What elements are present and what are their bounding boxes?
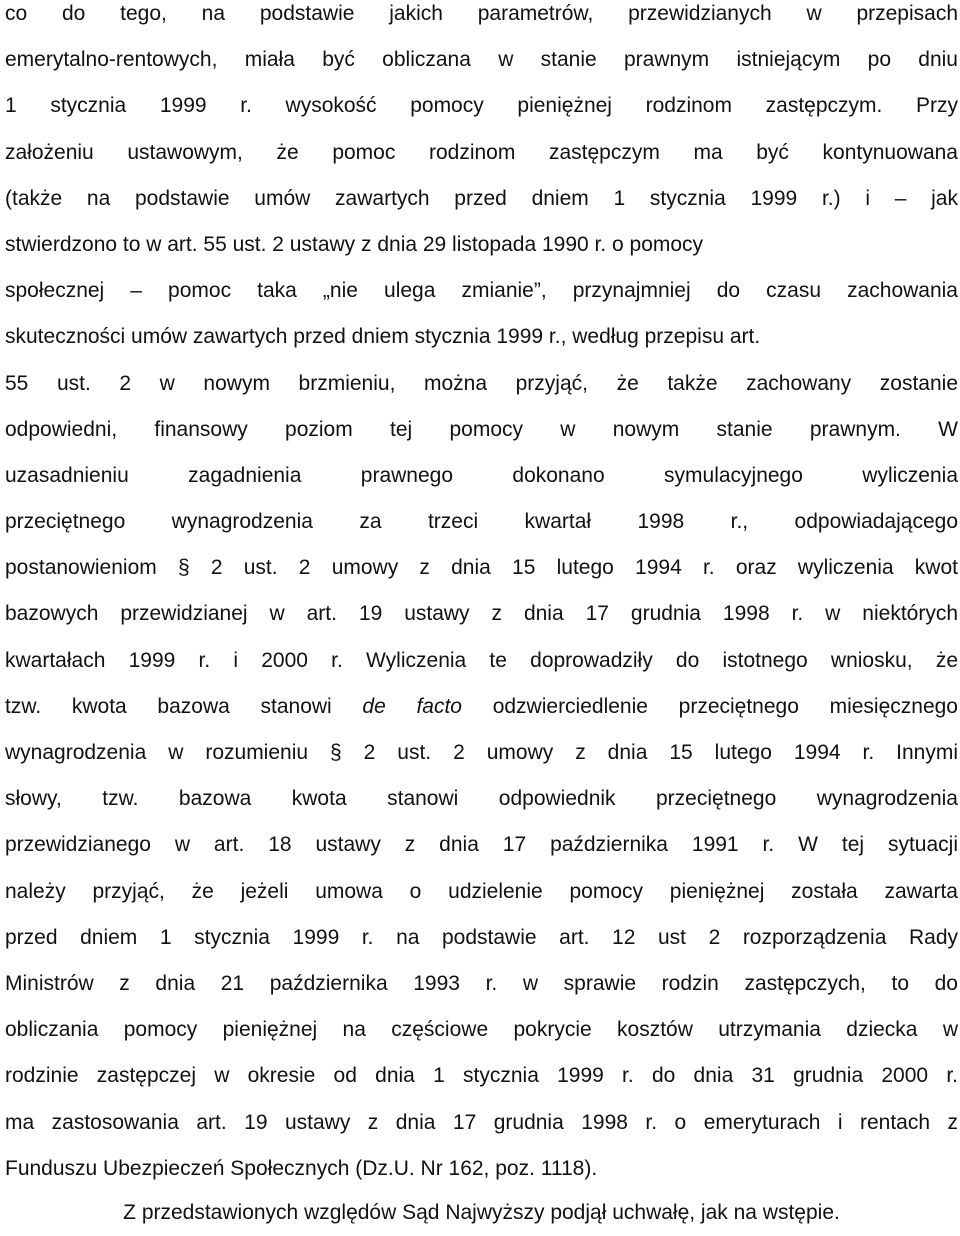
text-line (5, 37, 958, 83)
text-span: kwartałach 1999 r. i 2000 r. Wyliczenia te doprowadziły do istotnego wniosku, że (5, 648, 958, 672)
text-line (5, 1146, 958, 1192)
text-span: Ministrów z dnia 21 października 1993 r. w sprawie rodzin zastępczych, to do (5, 971, 958, 995)
text-span: obliczania pomocy pieniężnej na częściowe pokrycie kosztów utrzymania dziecka w (5, 1018, 958, 1042)
text-line (5, 915, 958, 961)
text-span: Funduszu Ubezpieczeń Społecznych (Dz.U. Nr 162, poz. 1118). (5, 1156, 598, 1180)
text-span: skuteczności umów zawartych przed dniem stycznia 1999 r., według przepisu art. (5, 325, 761, 349)
text-line (5, 1190, 958, 1236)
text-line (5, 545, 958, 591)
text-span: przed dniem 1 stycznia 1999 r. na podstawie art. 12 ust 2 rozporządzenia Rady (5, 925, 958, 949)
text-line (5, 499, 958, 545)
text-span: emerytalno-rentowych, miała być obliczana w stanie prawnym istniejącym po dniu (5, 48, 958, 72)
text-line (5, 1100, 958, 1146)
text-line (5, 1053, 958, 1099)
text-span: postanowieniom § 2 ust. 2 umowy z dnia 15 lutego 1994 r. oraz wyliczenia kwot (5, 556, 958, 580)
italic-text-span: de facto (362, 694, 462, 718)
text-span: założeniu ustawowym, że pomoc rodzinom zastępczym ma być kontynuowana (5, 140, 958, 164)
text-span: należy przyjąć, że jeżeli umowa o udzielenie pomocy pieniężnej została zawarta (5, 879, 958, 903)
text-line (5, 130, 958, 176)
text-line (5, 822, 958, 868)
text-span: przeciętnego wynagrodzenia za trzeci kwartał 1998 r., odpowiadającego (5, 510, 958, 534)
text-line (5, 638, 958, 684)
text-line (5, 176, 958, 222)
text-line (5, 222, 958, 268)
text-line (5, 83, 958, 129)
text-line (5, 268, 958, 314)
text-span: co do tego, na podstawie jakich parametrów, przewidzianych w przepisach (5, 2, 958, 25)
text-line (5, 730, 958, 776)
text-span: tzw. kwota bazowa stanowi (5, 694, 363, 718)
text-line (5, 591, 958, 637)
text-span: rodzinie zastępczej w okresie od dnia 1 stycznia 1999 r. do dnia 31 grudnia 2000 r. (5, 1064, 958, 1088)
text-span: odpowiedni, finansowy poziom tej pomocy w nowym stanie prawnym. W (5, 417, 958, 441)
text-span: stwierdzono to w art. 55 ust. 2 ustawy z dnia 29 listopada 1990 r. o pomocy (5, 232, 704, 256)
text-line (5, 314, 958, 360)
text-span: Z przedstawionych względów Sąd Najwyższy podjął uchwałę, jak na wstępie. (123, 1200, 840, 1224)
text-span: społecznej – pomoc taka „nie ulega zmianie”, przynajmniej do czasu zachowania (5, 279, 958, 303)
text-span: przewidzianego w art. 18 ustawy z dnia 17 października 1991 r. W tej sytuacji (5, 833, 958, 857)
document-body (5, 0, 958, 1236)
text-line (5, 776, 958, 822)
text-span: wynagrodzenia w rozumieniu § 2 ust. 2 umowy z dnia 15 lutego 1994 r. Innymi (5, 741, 958, 764)
text-span: uzasadnieniu zagadnienia prawnego dokonano symulacyjnego wyliczenia (5, 463, 958, 487)
text-span: bazowych przewidzianej w art. 19 ustawy z dnia 17 grudnia 1998 r. w niektórych (5, 602, 958, 626)
text-span: ma zastosowania art. 19 ustawy z dnia 17 grudnia 1998 r. o emeryturach i rentach z (5, 1110, 958, 1134)
text-line (5, 961, 958, 1007)
text-line (5, 407, 958, 453)
text-line (5, 684, 958, 730)
text-line (5, 1007, 958, 1053)
text-span: odzwierciedlenie przeciętnego miesięcznego (462, 694, 958, 718)
text-span: (także na podstawie umów zawartych przed dniem 1 stycznia 1999 r.) i – jak (5, 186, 958, 210)
text-line (5, 361, 958, 407)
text-line (5, 453, 958, 499)
text-span: słowy, tzw. bazowa kwota stanowi odpowiednik przeciętnego wynagrodzenia (5, 787, 958, 811)
text-line (5, 869, 958, 915)
text-line (5, 0, 958, 37)
text-span: 1 stycznia 1999 r. wysokość pomocy pieniężnej rodzinom zastępczym. Przy (5, 94, 958, 118)
text-span: 55 ust. 2 w nowym brzmieniu, można przyjąć, że także zachowany zostanie (5, 371, 958, 395)
